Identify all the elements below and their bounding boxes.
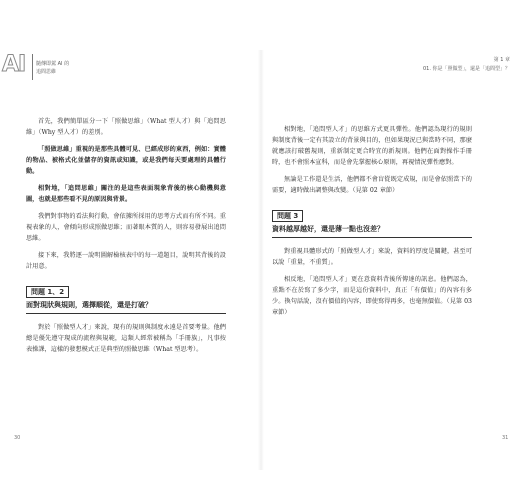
paragraph: 相對地，「追問思維」關注的是這些表面現象背後的核心動機與意圖，也就是那些看不見的原因與背景。 — [26, 185, 226, 203]
question-title: 面對現狀與規則，選擇順從，還是打破？ — [26, 300, 226, 314]
question-title: 資料越厚越好，還是薄一點也沒差？ — [272, 224, 472, 238]
chapter-subtitle: 01. 你是「照做型」，還是「追問型」？ — [422, 66, 510, 72]
paragraph: 對重視具體形式的「照做型人才」來說，資料的厚度是關鍵，甚至可以說「重量，不重質」。 — [272, 248, 472, 266]
paragraph: 首先，我們簡單區分一下「照做思維」（What 型人才）與「追問思維」（Why 型人才）的差別。 — [26, 118, 226, 136]
right-body — [272, 124, 472, 324]
paragraph: 我們對事物的看法與行動，會依據所採用的思考方式而有所不同。重視表象的人，會傾向形成照做思維；而著眼本質的人，則容易發展出追問思維。 — [26, 213, 226, 242]
book-gutter — [258, 50, 264, 470]
paragraph: 「照做思維」重視的是那些具體可見、已經成形的東西，例如：實體的物品、被格式化並儲存的資訊或知識，或是我們每天要處理的具體行動。 — [26, 146, 226, 175]
paragraph: 無論是工作還是生活，他們都不會盲從既定成規，而是會依照當下的需要，適時做出調整與改變。（見第 02 章節） — [272, 176, 472, 194]
paragraph: 相反地，「追問型人才」更在意資料背後所傳達的訊息。他們認為，重點不在於寫了多少字，而是這份資料中，真正「有價值」的內容有多少。換句話說，沒有價值的內容，即使寫得再多，也毫無價值。（見第 03 章節） — [272, 276, 472, 316]
header-line-2: 追問思維 — [36, 69, 57, 75]
right-page — [270, 58, 508, 498]
paragraph: 對於「照做型人才」來說，現有的規則與制度永遠是首要考量。他們總是優先遵守現成的流程與規範，這類人經常被稱為「手冊族」，凡事按表操課，這樣的發想模式正是典型的照做思維（What 型思考）。 — [26, 324, 226, 353]
ai-logo-mark: AI — [2, 52, 26, 77]
paragraph: 相對地，「追問型人才」的思維方式更具彈性。他們認為現行的規則與制度背後一定有其設立的背景與目的，但如果現況已與當時不同，那麼就應該打破舊規則，重新制定更合時宜的新規則。他們在面對操作手冊時，也不會照本宣科，而是會先掌握核心原則，再視情況彈性應對。 — [272, 126, 472, 166]
left-body — [26, 116, 226, 361]
header-line-1: 隨傳即駕 AI 的 — [36, 61, 70, 67]
question-label: 問題 1、2 — [26, 286, 69, 298]
left-page — [6, 58, 244, 498]
question-label: 問題 3 — [272, 210, 303, 222]
paragraph: 接下來，我將逐一說明圖解檢核表中的每一道題目，說明其背後的設計用意。 — [26, 252, 226, 270]
chapter-label: 第 1 章 — [493, 57, 510, 63]
page-number: 30 — [14, 435, 21, 441]
page-number: 31 — [502, 435, 509, 441]
